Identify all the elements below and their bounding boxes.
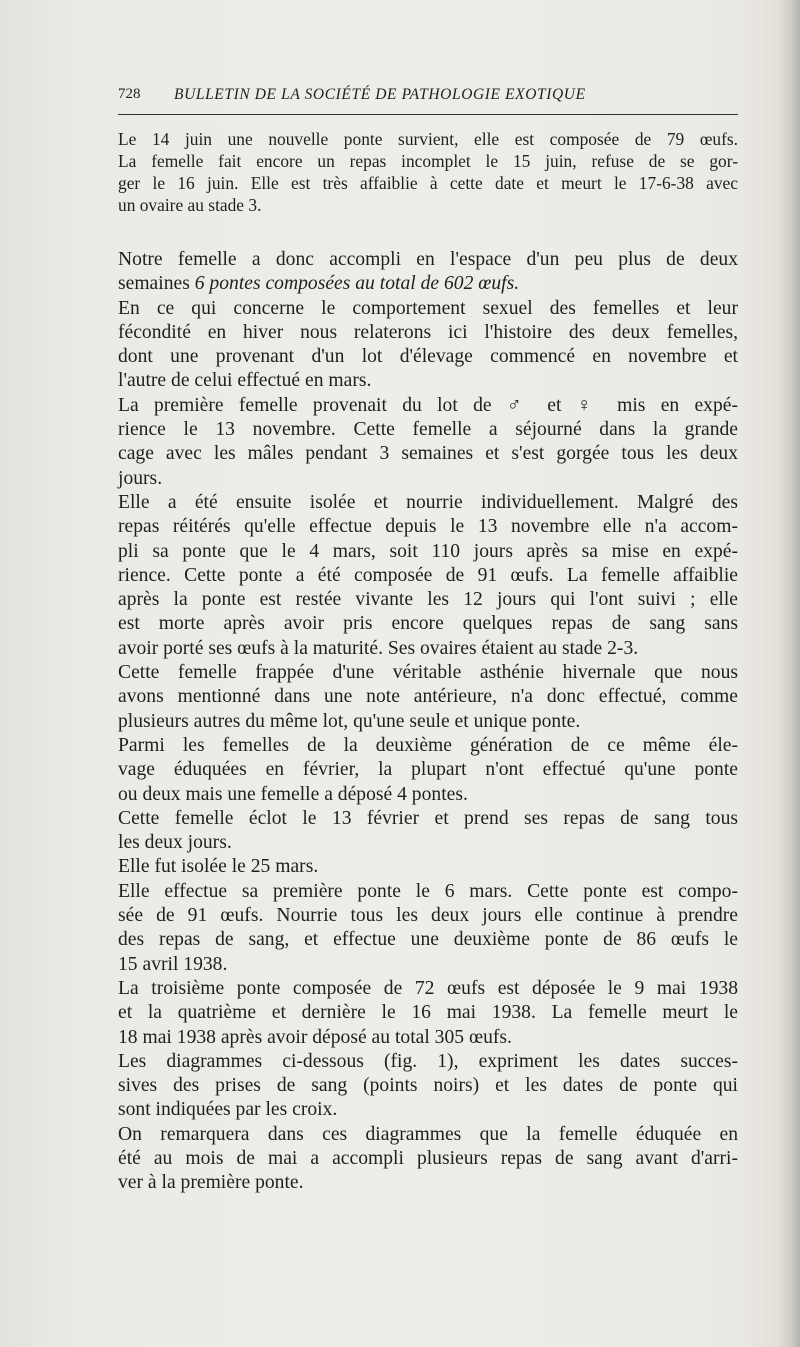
text-line: après la ponte est restée vivante les 12 jours qui l'ont suivi ; elle (118, 589, 738, 611)
text-line: est morte après avoir pris encore quelques repas de sang sans (118, 613, 738, 635)
text-line: Cette femelle frappée d'une véritable asthénie hivernale que nous (118, 662, 738, 684)
text-line: Cette femelle éclot le 13 février et prend ses repas de sang tous (118, 807, 738, 829)
text-line: Elle fut isolée le 25 mars. (118, 856, 319, 878)
text-line: repas réitérés qu'elle effectue depuis le 13 novembre elle n'a accom- (118, 516, 738, 538)
text-line: vage éduquées en février, la plupart n'ont effectué qu'une ponte (118, 759, 738, 781)
page-header (118, 86, 738, 110)
text-line: plusieurs autres du même lot, qu'une seule et unique ponte. (118, 710, 581, 732)
text-line: pli sa ponte que le 4 mars, soit 110 jours après sa mise en expé- (118, 540, 738, 562)
text-line: rience. Cette ponte a été composée de 91 œufs. La femelle affaiblie (118, 564, 738, 586)
text-line: fécondité en hiver nous relaterons ici l'histoire des deux femelles, (118, 321, 738, 343)
text-fragment: semaines (118, 273, 195, 295)
text-line: cage avec les mâles pendant 3 semaines et s'est gorgée tous les deux (118, 443, 738, 465)
text-line: La femelle fait encore un repas incomplet le 15 juin, refuse de se gor- (118, 151, 738, 171)
text-line: avoir porté ses œufs à la maturité. Ses ovaires étaient au stade 2-3. (118, 637, 639, 659)
text-line: et la quatrième et dernière le 16 mai 1938. La femelle meurt le (118, 1002, 738, 1024)
text-line: On remarquera dans ces diagrammes que la femelle éduquée en (118, 1123, 738, 1145)
header-rule (118, 114, 738, 115)
text-line: été au mois de mai a accompli plusieurs repas de sang avant d'arri- (118, 1147, 738, 1169)
text-line: En ce qui concerne le comportement sexuel des femelles et leur (118, 297, 738, 319)
body-text (118, 248, 738, 1196)
text-line: 18 mai 1938 après avoir déposé au total 305 œufs. (118, 1026, 512, 1048)
text-line: Elle effectue sa première ponte le 6 mars. Cette ponte est compo- (118, 880, 738, 902)
text-line: La première femelle provenait du lot de ♂ et ♀ mis en expé- (118, 394, 738, 416)
small-print-paragraph (118, 128, 738, 216)
text-line: des repas de sang, et effectue une deuxième ponte de 86 œufs le (118, 929, 738, 951)
text-line (118, 272, 738, 296)
text-line: La troisième ponte composée de 72 œufs est déposée le 9 mai 1938 (118, 977, 738, 999)
text-line: sée de 91 œufs. Nourrie tous les deux jours elle continue à prendre (118, 905, 738, 927)
text-line: Notre femelle a donc accompli en l'espace d'un peu plus de deux (118, 249, 738, 270)
emphasis-text: 6 pontes composées au total de 602 œufs. (194, 273, 520, 295)
text-line: dont une provenant d'un lot d'élevage commencé en novembre et (118, 346, 738, 368)
text-line: Elle a été ensuite isolée et nourrie individuellement. Malgré des (118, 491, 738, 513)
running-head: BULLETIN DE LA SOCIÉTÉ DE PATHOLOGIE EXOTIQUE (174, 86, 586, 103)
text-line: les deux jours. (118, 832, 232, 854)
text-line: 15 avril 1938. (118, 953, 228, 975)
text-line: avons mentionné dans une note antérieure, n'a donc effectué, comme (118, 686, 738, 708)
text-line: sont indiquées par les croix. (118, 1099, 338, 1121)
text-line: l'autre de celui effectué en mars. (118, 370, 372, 392)
text-line: Les diagrammes ci-dessous (fig. 1), expriment les dates succes- (118, 1050, 738, 1072)
page-edge-shadow (778, 0, 800, 1347)
text-line: Parmi les femelles de la deuxième génération de ce même éle- (118, 734, 738, 756)
text-line: ver à la première ponte. (118, 1172, 304, 1194)
text-line: jours. (118, 467, 163, 489)
text-line: sives des prises de sang (points noirs) et les dates de ponte qui (118, 1075, 738, 1097)
text-line: rience le 13 novembre. Cette femelle a séjourné dans la grande (118, 419, 738, 441)
text-line: un ovaire au stade 3. (118, 195, 262, 215)
text-line: ger le 16 juin. Elle est très affaiblie à cette date et meurt le 17-6-38 avec (118, 173, 738, 193)
text-line: Le 14 juin une nouvelle ponte survient, elle est composée de 79 œufs. (118, 129, 738, 149)
text-line: ou deux mais une femelle a déposé 4 pontes. (118, 783, 468, 805)
page-number: 728 (118, 86, 141, 102)
